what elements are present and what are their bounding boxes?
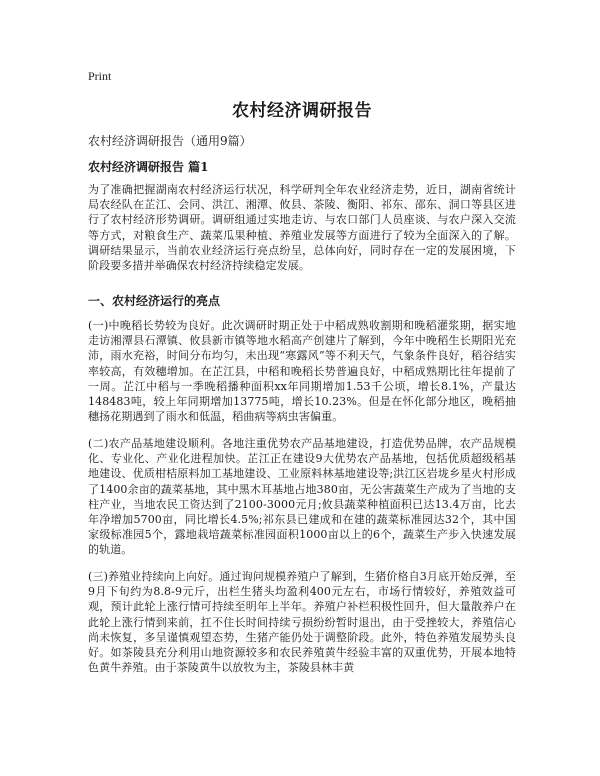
print-link[interactable]: Print [88,69,112,83]
section-heading: 一、农村经济运行的亮点 [88,294,221,308]
intro-paragraph: 为了准确把握湖南农村经济运行状况，科学研判全年农业经济走势，近日，湖南省统计局农经队在芷江、会同、洪江、湘潭、攸县、茶陵、衡阳、祁东、邵东、洞口等县区进行了农村经济形势调研。调研组通过实地走访、与农口部门人员座谈、与农户深入交流等方式，对粮食生产、蔬菜瓜果种植、养殖业发展等方面进行了较为全面深入的了解。调研结果显示，当前农业经济运行亮点纷呈，总体向好，同时存在一定的发展困境，下阶段要多措并举确保农村经济持续稳定发展。 [88,183,516,273]
document-subtitle: 农村经济调研报告（通用9篇） [88,134,252,148]
body-paragraph: (三)养殖业持续向上向好。通过询问规模养殖户了解到，生猪价格自3月底开始反弹，至9月下旬约为8.8-9元斤，出栏生猪头均盈利400元左右，市场行情较好，养殖效益可观，预计此轮上涨行情可持续至明年上半年。养殖户补栏积极性回升，但大量散养户在此轮上涨行情到来前，扛不住长时间持续亏损纷纷暂时退出，由于受挫较大，养殖信心尚未恢复，多呈谨慎观望态势，生猪产能仍处于调整阶段。此外，特色养殖发展势头良好。如茶陵县充分利用山地资源较多和农民养殖黄牛经验丰富的双重优势，开展本地特色黄牛养殖。由于茶陵黄牛以放牧为主，茶陵县林丰黄 [88,570,516,675]
body-paragraph: (二)农产品基地建设顺利。各地注重优势农产品基地建设，打造优势品牌，农产品规模化、专业化、产业化进程加快。芷江正在建设9大优势农产品基地，包括优质超级稻基地建设、优质柑桔原料加工基地建设、工业原料林基地建设等;洪江区岩垅乡星火村形成了1400余亩的蔬菜基地，其中黑木耳基地占地380亩，无公害蔬菜生产成为了当地的支柱产业，当地农民工资达到了2100-3000元月;攸县蔬菜种植面积已达13.4万亩，比去年净增加5700亩，同比增长4.5%;祁东县已建成和在建的蔬菜标准园达32个，其中国家级标准园5个，露地栽培蔬菜标准园面积1000亩以上的6个，蔬菜生产步入快速发展的轨道。 [88,437,516,557]
part-heading: 农村经济调研报告 篇1 [88,160,209,174]
document-title: 农村经济调研报告 [232,101,372,121]
body-paragraph: (一)中晚稻长势较为良好。此次调研时期正处于中稻成熟收割期和晚稻灌浆期，据实地走访湘潭县石潭镇、攸县新市镇等地水稻高产创建片了解到，今年中晚稻生长期阳光充沛，雨水充裕，时间分布均匀，未出现“寒露风”等不利天气，气象条件良好，稻谷结实率较高，有效穗增加。在芷江县，中稻和晚稻长势普遍良好，中稻成熟期比往年提前了一周。芷江中稻与一季晚稻播种面积xx年同期增加1.53千公顷，增长8.1%，产量达148483吨，较上年同期增加13775吨，增长10.23%。但是在怀化部分地区，晚稻抽穗扬花期遇到了雨水和低温，稻曲病等病虫害偏重。 [88,319,516,424]
